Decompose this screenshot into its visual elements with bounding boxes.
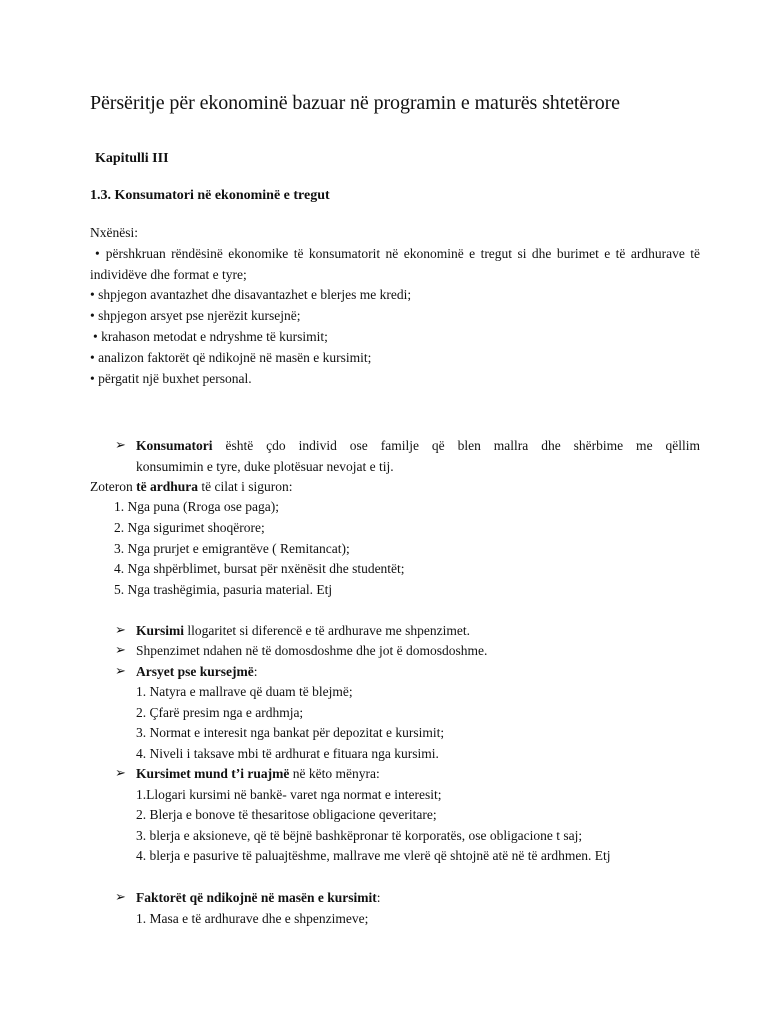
- objective-item: [90, 285, 411, 306]
- objectives-label: Nxënësi:: [90, 225, 138, 240]
- consumer-definition: [136, 436, 700, 457]
- method-item: 2. Blerja e bonove të thesaritose obligacione qeveritare;: [136, 807, 437, 822]
- objective-text: përgatit një buxhet personal.: [98, 371, 252, 386]
- income-prefix: Zoteron: [90, 479, 133, 494]
- consumer-definition-text: është çdo individ ose familje që blen mallra dhe shërbime me qëllim: [225, 438, 700, 453]
- saving-term: Kursimi: [136, 623, 185, 638]
- factors-heading-text: Faktorët që ndikojnë në masën e kursimit: [136, 890, 377, 905]
- objective-text: përshkruan rëndësinë ekonomike të konsumatorit në ekonominë e tregut si dhe burimet e të ardhurave të individëve dhe format e tyre;: [90, 246, 700, 282]
- method-item: 3. blerja e aksioneve, që të bëjnë bashkëpronar të korporatës, ose obligacione t saj;: [136, 828, 583, 843]
- objective-text: analizon faktorët që ndikojnë në masën e kursimit;: [98, 350, 372, 365]
- objective-item: [90, 369, 252, 390]
- methods-suffix: në këto mënyra:: [292, 766, 380, 781]
- method-item: 4. blerja e pasurive të paluajtëshme, mallrave me vlerë që shtojnë atë në të ardhmen. Etj: [136, 848, 611, 863]
- factors-colon: :: [376, 890, 381, 905]
- income-item: 2. Nga sigurimet shoqërore;: [114, 520, 265, 535]
- objective-item: [93, 327, 328, 348]
- bullet-icon: •: [95, 246, 100, 261]
- bullet-icon: •: [90, 350, 95, 365]
- arrow-bullet-icon: ➢: [115, 438, 126, 453]
- income-item: 4. Nga shpërblimet, bursat për nxënësit dhe studentët;: [114, 561, 405, 576]
- methods-heading-text: Kursimet mund t’i ruajmë: [136, 766, 290, 781]
- arrow-bullet-icon: ➢: [115, 623, 126, 638]
- method-item: 1.Llogari kursimi në bankë- varet nga normat e interesit;: [136, 787, 442, 802]
- objective-item: [90, 244, 700, 285]
- expenses-text: Shpenzimet ndahen në të domosdoshme dhe jot ë domosdoshme.: [136, 643, 488, 658]
- reasons-colon: :: [253, 664, 258, 679]
- consumer-term: Konsumatori: [136, 438, 213, 453]
- objective-text: krahason metodat e ndryshme të kursimit;: [101, 329, 328, 344]
- reason-item: 4. Niveli i taksave mbi të ardhurat e fituara nga kursimi.: [136, 746, 439, 761]
- factor-item: 1. Masa e të ardhurave dhe e shpenzimeve;: [136, 911, 369, 926]
- saving-definition: [136, 621, 470, 642]
- objective-text: shpjegon arsyet pse njerëzit kursejnë;: [98, 308, 301, 323]
- income-item: 5. Nga trashëgimia, pasuria material. Etj: [114, 582, 333, 597]
- reason-item: 2. Çfarë presim nga e ardhmja;: [136, 705, 304, 720]
- reasons-heading: [136, 662, 258, 683]
- income-term: të ardhura: [136, 479, 198, 494]
- objective-text: shpjegon avantazhet dhe disavantazhet e blerjes me kredi;: [98, 287, 412, 302]
- bullet-icon: •: [90, 287, 95, 302]
- consumer-definition-cont: konsumimin e tyre, duke plotësuar nevojat e tij.: [136, 459, 394, 474]
- arrow-bullet-icon: ➢: [115, 643, 126, 658]
- arrow-bullet-icon: ➢: [115, 766, 126, 781]
- chapter-heading: Kapitulli III: [95, 151, 169, 166]
- saving-definition-text: llogaritet si diferencë e të ardhurave me shpenzimet.: [187, 623, 471, 638]
- reasons-heading-text: Arsyet pse kursejmë: [136, 664, 254, 679]
- methods-heading: [136, 764, 380, 785]
- arrow-bullet-icon: ➢: [115, 664, 126, 679]
- income-suffix: të cilat i siguron:: [201, 479, 293, 494]
- factors-heading: [136, 888, 381, 909]
- income-item: 1. Nga puna (Rroga ose paga);: [114, 499, 279, 514]
- arrow-bullet-icon: ➢: [115, 890, 126, 905]
- income-intro: [90, 477, 292, 498]
- reason-item: 1. Natyra e mallrave që duam të blejmë;: [136, 684, 353, 699]
- bullet-icon: •: [90, 308, 95, 323]
- reason-item: 3. Normat e interesit nga bankat për depozitat e kursimit;: [136, 725, 445, 740]
- bullet-icon: •: [90, 371, 95, 386]
- bullet-icon: •: [93, 329, 98, 344]
- objective-item: [90, 306, 301, 327]
- income-item: 3. Nga prurjet e emigrantëve ( Remitancat);: [114, 541, 350, 556]
- section-heading: 1.3. Konsumatori në ekonominë e tregut: [90, 188, 330, 203]
- page-title: Përsëritje për ekonominë bazuar në programin e maturës shtetërore: [90, 92, 620, 114]
- objective-item: [90, 348, 371, 369]
